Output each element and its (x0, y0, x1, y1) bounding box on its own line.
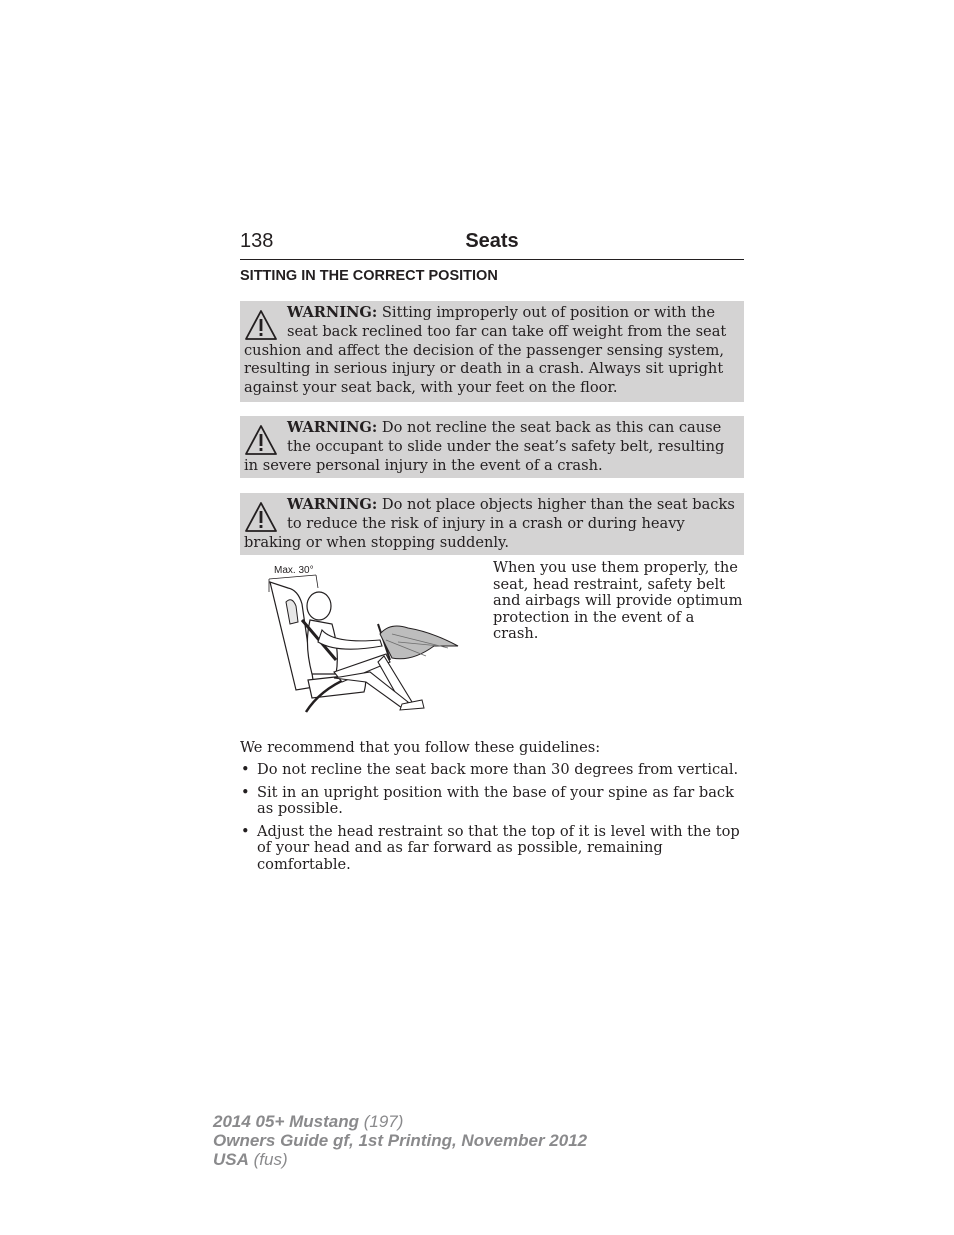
list-item (240, 785, 744, 818)
bullet-icon: • (241, 761, 250, 778)
page-number: 138 (240, 230, 274, 252)
warning-box-1 (240, 301, 744, 402)
bullet-icon: • (241, 783, 250, 801)
guidelines-intro: We recommend that you follow these guidelines: (240, 739, 601, 756)
warning-label: WARNING: (287, 304, 378, 321)
warning-text: Do not recline the seat back as this can cause the occupant to slide under the seat’s safety belt, resulting in severe personal injury in the event of a crash. (244, 419, 725, 474)
footer-model: 2014 05+ Mustang (213, 1112, 359, 1131)
list-item (240, 824, 744, 874)
seating-position-illustration (262, 562, 462, 716)
bullet-icon: • (241, 822, 250, 840)
chapter-title: Seats (465, 230, 519, 252)
warning-text: Sitting improperly out of position or with the seat back reclined too far can take off weight from the seat cushion and affect the decision of the passenger sensing system, resulting in serious injury or death in a crash. Always sit upright against your seat back, with your feet on the floor. (244, 304, 727, 397)
page-header (240, 228, 744, 260)
section-title: SITTING IN THE CORRECT POSITION (240, 268, 498, 284)
warning-text: Do not place objects higher than the seat backs to reduce the risk of injury in a crash or during heavy braking or when stopping suddenly. (244, 496, 735, 551)
warning-triangle-icon (244, 309, 278, 341)
figure-caption-text: When you use them properly, the seat, head restraint, safety belt and airbags will provide optimum protection in the event of a crash. (493, 559, 743, 642)
list-item-text: Do not recline the seat back more than 30 degrees from vertical. (257, 761, 739, 778)
footer-edition: Owners Guide gf, 1st Printing, November 2012 (213, 1131, 588, 1150)
footer-market-code: (fus) (253, 1150, 288, 1169)
footer-model-code: (197) (363, 1112, 404, 1131)
list-item-text: Sit in an upright position with the base of your spine as far back as possible. (257, 783, 734, 817)
footer-market: USA (213, 1150, 249, 1169)
page-footer (213, 1112, 587, 1169)
warning-label: WARNING: (287, 419, 378, 436)
warning-triangle-icon (244, 501, 278, 533)
warning-triangle-icon (244, 424, 278, 456)
warning-box-3 (240, 493, 744, 555)
list-item (240, 762, 744, 779)
warning-box-2 (240, 416, 744, 478)
max-angle-label: Max. 30° (274, 565, 314, 576)
warning-label: WARNING: (287, 496, 378, 513)
guidelines-list (240, 762, 744, 879)
list-item-text: Adjust the head restraint so that the top of it is level with the top of your head and as far forward as possible, remaining comfortable. (257, 822, 740, 873)
